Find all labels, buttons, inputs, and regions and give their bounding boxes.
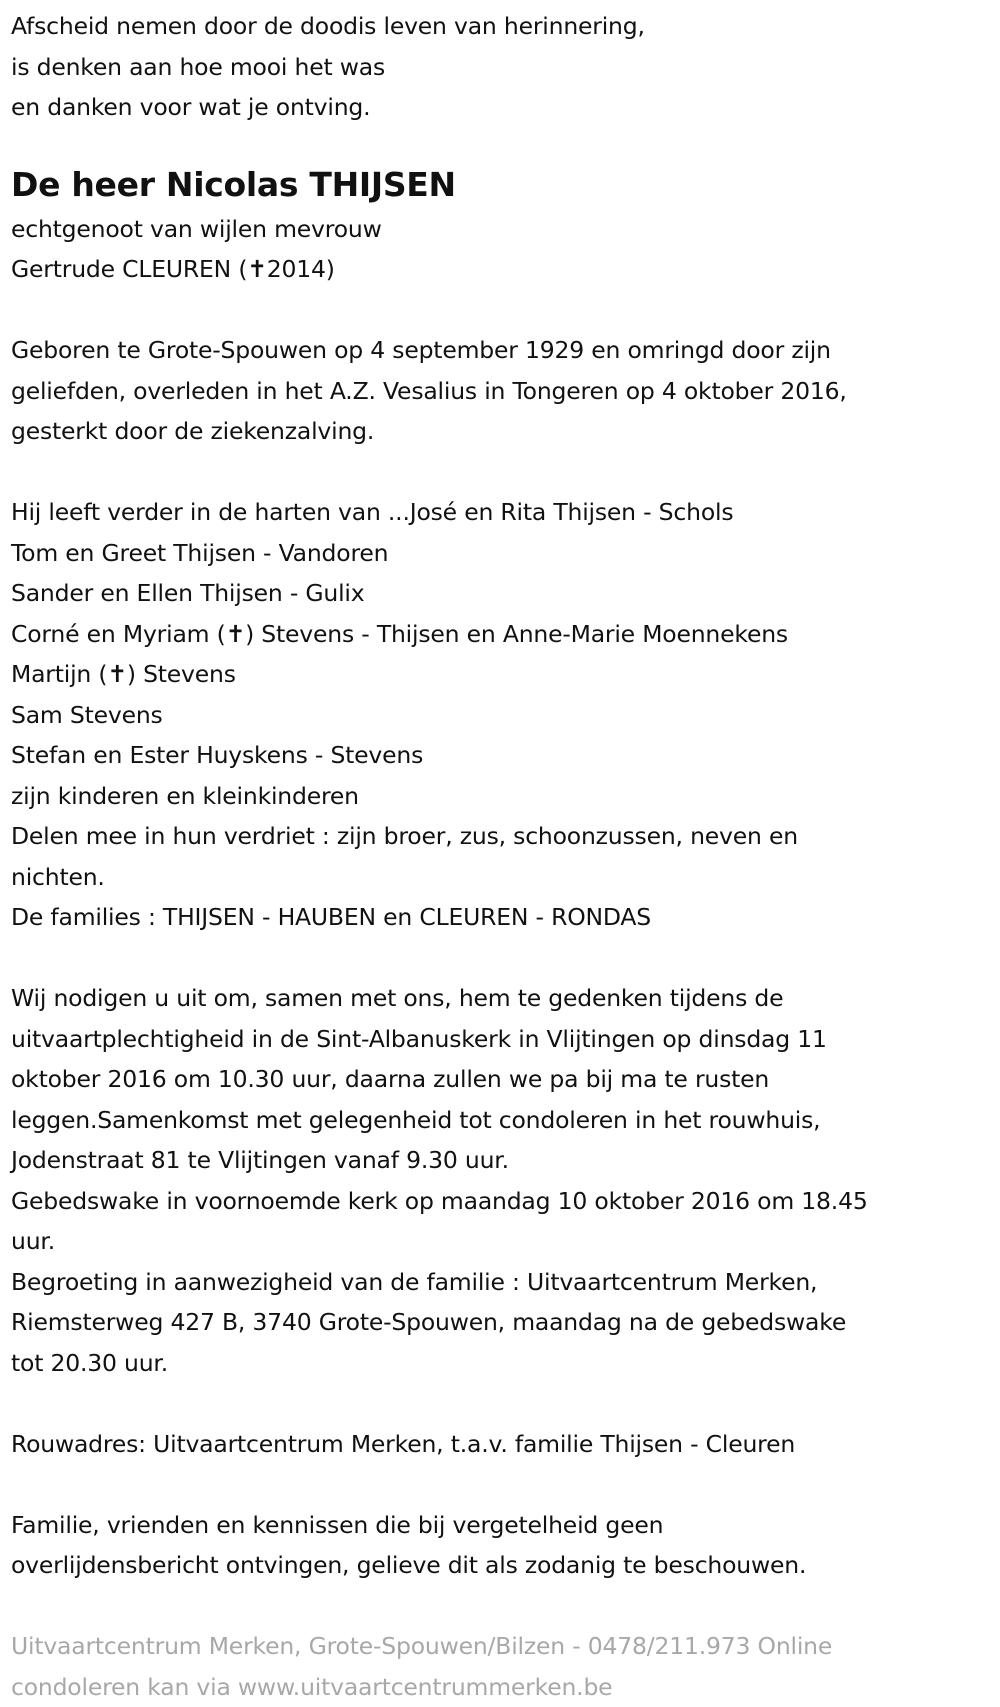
family-line: Sam Stevens — [11, 695, 868, 736]
ceremony-line: uitvaartplechtigheid in de Sint-Albanuskerk in Vlijtingen op dinsdag 11 — [11, 1019, 868, 1060]
family-list — [11, 492, 868, 938]
family-line: Sander en Ellen Thijsen - Gulix — [11, 573, 868, 614]
ceremony-line: Jodenstraat 81 te Vlijtingen vanaf 9.30 uur. — [11, 1140, 868, 1181]
birth-line: geliefden, overleden in het A.Z. Vesalius in Tongeren op 4 oktober 2016, — [11, 371, 868, 412]
footer-line: Uitvaartcentrum Merken, Grote-Spouwen/Bilzen - 0478/211.973 Online — [11, 1626, 868, 1667]
ceremony-line: Riemsterweg 427 B, 3740 Grote-Spouwen, maandag na de gebedswake — [11, 1302, 868, 1343]
address-line: Rouwadres: Uitvaartcentrum Merken, t.a.v. familie Thijsen - Cleuren — [11, 1424, 868, 1465]
ceremony-line: Begroeting in aanwezigheid van de familie : Uitvaartcentrum Merken, — [11, 1262, 868, 1303]
family-line: De families : THIJSEN - HAUBEN en CLEUREN - RONDAS — [11, 897, 868, 938]
footer-line: condoleren kan via www.uitvaartcentrummerken.be — [11, 1667, 868, 1707]
ceremony-line: leggen.Samenkomst met gelegenheid tot condoleren in het rouwhuis, — [11, 1100, 868, 1141]
family-line: Delen mee in hun verdriet : zijn broer, zus, schoonzussen, neven en — [11, 816, 868, 857]
family-line: Corné en Myriam (✝) Stevens - Thijsen en Anne-Marie Moennekens — [11, 614, 868, 655]
poem-line: en danken voor wat je ontving. — [11, 87, 868, 128]
ceremony-line: Wij nodigen u uit om, samen met ons, hem te gedenken tijdens de — [11, 978, 868, 1019]
poem-line: is denken aan hoe mooi het was — [11, 47, 868, 88]
spouse-info — [11, 209, 868, 290]
notice-line: Familie, vrienden en kennissen die bij vergetelheid geen — [11, 1505, 868, 1546]
family-line: Tom en Greet Thijsen - Vandoren — [11, 533, 868, 574]
notice — [11, 1505, 868, 1586]
family-line: nichten. — [11, 857, 868, 898]
footer — [11, 1626, 868, 1707]
notice-line: overlijdensbericht ontvingen, gelieve dit als zodanig te beschouwen. — [11, 1545, 868, 1586]
family-line: zijn kinderen en kleinkinderen — [11, 776, 868, 817]
birth-line: Geboren te Grote-Spouwen op 4 september 1929 en omringd door zijn — [11, 330, 868, 371]
deceased-name: De heer Nicolas THIJSEN — [11, 161, 868, 209]
family-line: Martijn (✝) Stevens — [11, 654, 868, 695]
poem — [11, 6, 868, 128]
mourning-address — [11, 1424, 868, 1465]
family-line: Hij leeft verder in de harten van ...José en Rita Thijsen - Schols — [11, 492, 868, 533]
ceremony-line: uur. — [11, 1221, 868, 1262]
birth-line: gesterkt door de ziekenzalving. — [11, 411, 868, 452]
birth-death-info — [11, 330, 868, 452]
ceremony-line: Gebedswake in voornoemde kerk op maandag 10 oktober 2016 om 18.45 — [11, 1181, 868, 1222]
ceremony-line: oktober 2016 om 10.30 uur, daarna zullen we pa bij ma te rusten — [11, 1059, 868, 1100]
poem-line: Afscheid nemen door de doodis leven van herinnering, — [11, 6, 868, 47]
ceremony-line: tot 20.30 uur. — [11, 1343, 868, 1384]
family-line: Stefan en Ester Huyskens - Stevens — [11, 735, 868, 776]
spouse-line: Gertrude CLEUREN (✝2014) — [11, 249, 868, 290]
ceremony-info — [11, 978, 868, 1383]
spouse-line: echtgenoot van wijlen mevrouw — [11, 209, 868, 250]
obituary — [11, 6, 868, 1707]
